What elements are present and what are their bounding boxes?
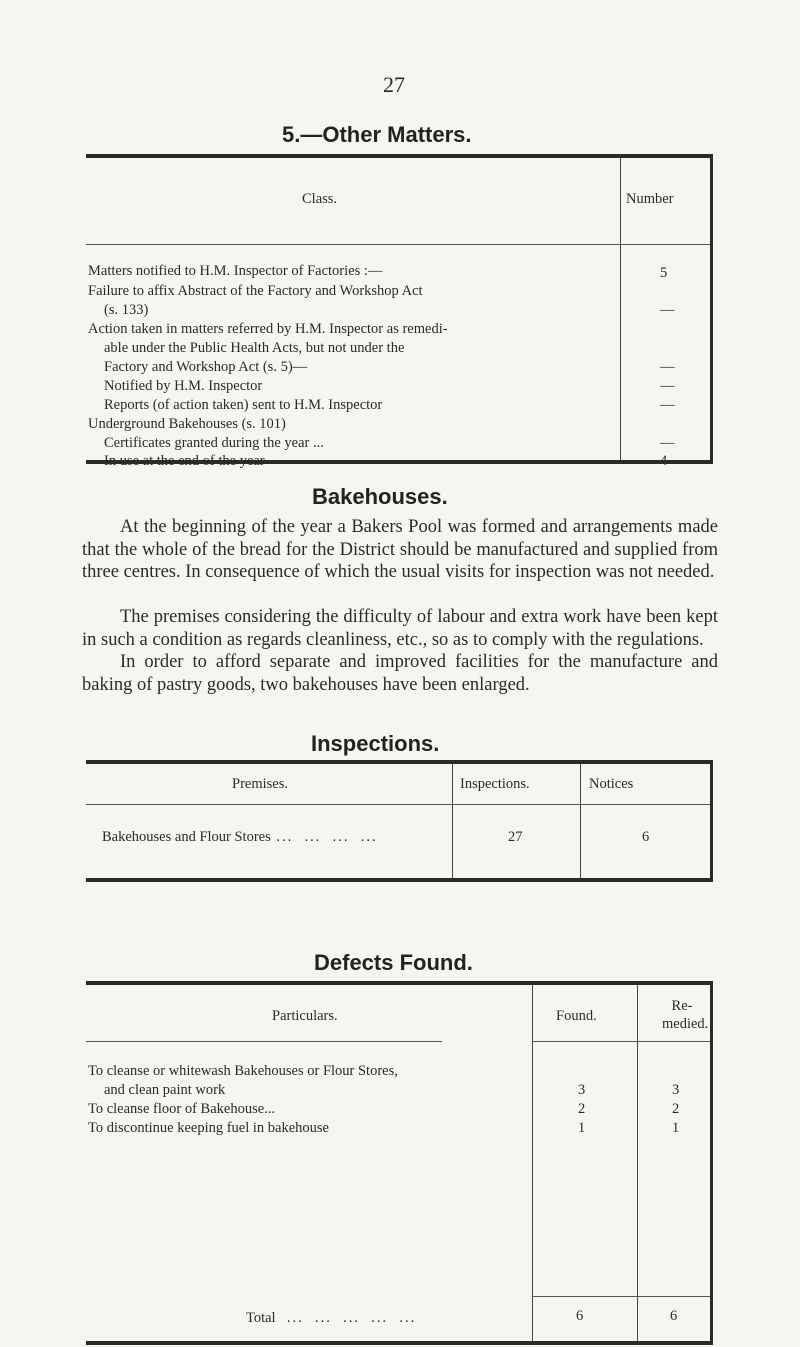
column-header-remedied-line-2: medied. bbox=[662, 1016, 709, 1032]
column-divider bbox=[637, 985, 638, 1341]
header-rule bbox=[86, 1041, 442, 1042]
total-label: Total bbox=[246, 1310, 276, 1326]
row-value: — bbox=[660, 378, 675, 394]
premises-label: Bakehouses and Flour Stores bbox=[102, 829, 271, 845]
row-value: — bbox=[660, 302, 675, 318]
defect-row-1-remedied: 3 bbox=[672, 1082, 680, 1098]
row-text: Certificates granted during the year ... bbox=[104, 435, 324, 451]
inspections-heading: Inspections. bbox=[311, 731, 440, 756]
bakehouses-paragraph-2: The premises considering the difficulty of labour and extra work have been kept in such a condition as regards cleanliness, etc., so as to comply with the regulations. bbox=[82, 607, 718, 650]
column-header-class: Class. bbox=[302, 191, 338, 207]
row-text: Factory and Workshop Act (s. 5)— bbox=[104, 359, 308, 375]
row-text: Action taken in matters referred by H.M. Inspector as remedi- bbox=[88, 321, 448, 337]
inspections-count: 27 bbox=[508, 829, 523, 845]
bakehouses-heading: Bakehouses. bbox=[312, 484, 448, 509]
other-matters-heading: 5.—Other Matters. bbox=[282, 122, 472, 147]
column-divider bbox=[580, 764, 581, 878]
column-header-premises: Premises. bbox=[232, 776, 288, 792]
header-rule bbox=[86, 804, 710, 805]
defects-heading: Defects Found. bbox=[314, 950, 473, 975]
row-text: Notified by H.M. Inspector bbox=[104, 378, 263, 394]
defect-row-3-found: 1 bbox=[578, 1120, 586, 1136]
row-text: Underground Bakehouses (s. 101) bbox=[88, 416, 286, 432]
row-text: In use at the end of the year bbox=[104, 453, 265, 469]
row-value: 4 bbox=[660, 453, 668, 469]
total-found: 6 bbox=[576, 1308, 584, 1324]
row-text: Matters notified to H.M. Inspector of Factories :— bbox=[88, 263, 383, 279]
total-label-cell: Total ... ... ... ... ... bbox=[246, 1310, 417, 1326]
bakehouses-paragraph-1: At the beginning of the year a Bakers Pool was formed and arrangements made that the whole of the bread for the District should be manufactured and supplied from three centres. In consequence of which the usual visits for inspection was not needed. bbox=[82, 517, 718, 582]
header-rule bbox=[86, 244, 620, 245]
total-remedied: 6 bbox=[670, 1308, 678, 1324]
bakehouses-paragraph-3: In order to afford separate and improved facilities for the manufacture and baking of pastry goods, two bakehouses have been enlarged. bbox=[82, 652, 718, 695]
column-divider bbox=[620, 158, 621, 460]
row-text: Failure to affix Abstract of the Factory and Workshop Act bbox=[88, 283, 423, 299]
column-header-remedied bbox=[662, 997, 709, 1033]
defects-table bbox=[86, 981, 713, 1345]
premises-cell: Bakehouses and Flour Stores ... ... ... ... bbox=[102, 829, 378, 845]
defect-row-2: To cleanse floor of Bakehouse... bbox=[88, 1101, 276, 1117]
column-header-number: Number bbox=[626, 191, 674, 207]
defect-row-3: To discontinue keeping fuel in bakehouse bbox=[88, 1120, 329, 1136]
row-value: — bbox=[660, 435, 675, 451]
column-header-remedied-line-1: Re- bbox=[671, 998, 693, 1014]
defect-row-1-line-1: To cleanse or whitewash Bakehouses or Flour Stores, bbox=[88, 1063, 398, 1079]
defect-row-1-line-2: and clean paint work bbox=[104, 1082, 226, 1098]
header-rule bbox=[532, 1041, 710, 1042]
column-header-inspections: Inspections. bbox=[460, 776, 530, 792]
row-text: able under the Public Health Acts, but not under the bbox=[104, 340, 405, 356]
column-header-notices: Notices bbox=[589, 776, 634, 792]
column-header-particulars: Particulars. bbox=[272, 1008, 338, 1024]
defect-row-2-remedied: 2 bbox=[672, 1101, 680, 1117]
defect-row-3-remedied: 1 bbox=[672, 1120, 680, 1136]
row-text: Reports (of action taken) sent to H.M. Inspector bbox=[104, 397, 383, 413]
page-number: 27 bbox=[383, 72, 405, 97]
defect-row-1-found: 3 bbox=[578, 1082, 586, 1098]
row-text: (s. 133) bbox=[104, 302, 149, 318]
row-value: 5 bbox=[660, 265, 668, 281]
header-rule bbox=[620, 244, 710, 245]
column-divider bbox=[532, 985, 533, 1341]
column-header-found: Found. bbox=[556, 1008, 597, 1024]
defect-row-2-found: 2 bbox=[578, 1101, 586, 1117]
notices-count: 6 bbox=[642, 829, 650, 845]
inspections-table bbox=[86, 760, 713, 882]
total-rule bbox=[532, 1296, 710, 1297]
other-matters-table bbox=[86, 154, 713, 469]
column-divider bbox=[452, 764, 453, 878]
row-value: — bbox=[660, 359, 675, 375]
row-value: — bbox=[660, 397, 675, 413]
